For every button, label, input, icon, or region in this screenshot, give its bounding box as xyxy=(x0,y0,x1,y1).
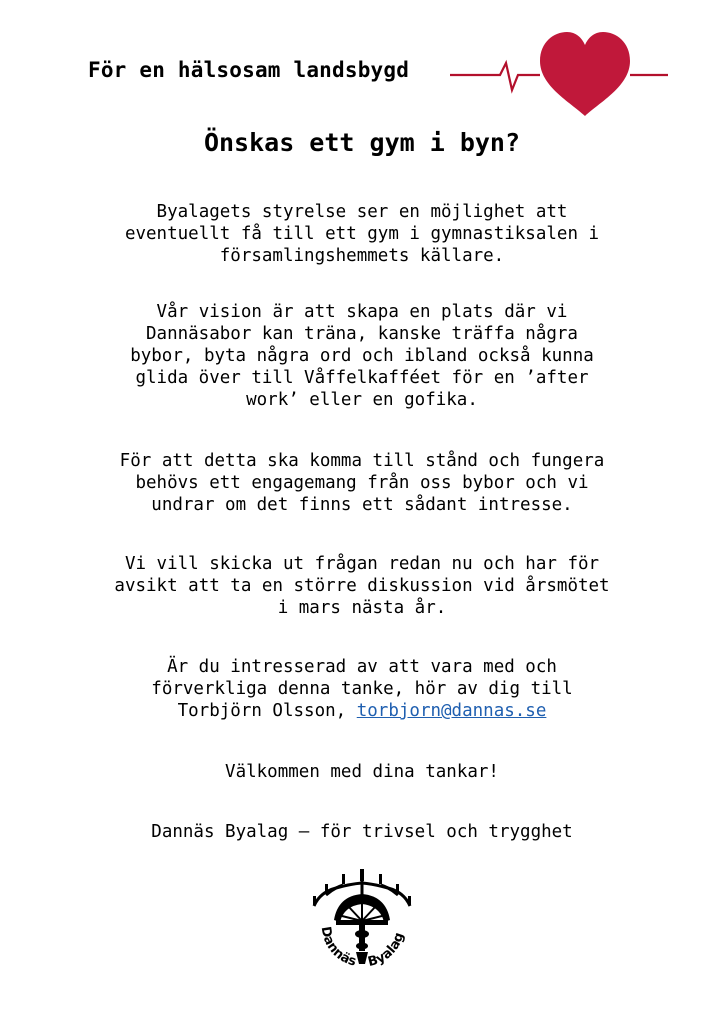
paragraph-welcome: Välkommen med dina tankar! xyxy=(225,762,499,782)
contact-text: Är du intresserad av att vara med och förverkliga denna tanke, hör av dig till Torbjörn Olsson, xyxy=(151,657,573,721)
heartbeat-line xyxy=(450,63,540,90)
heart-heartbeat-icon xyxy=(448,28,670,120)
paragraph-contact xyxy=(62,656,662,722)
svg-text:Dannäs xyxy=(318,925,358,969)
heart-shape xyxy=(540,32,630,116)
email-link[interactable]: torbjorn@dannas.se xyxy=(356,701,547,721)
chandelier-icon xyxy=(300,866,424,978)
paragraph-intro: Byalagets styrelse ser en möjlighet att eventuellt få till ett gym i gymnastiksalen i församlingshemmets källare. xyxy=(124,202,600,266)
logo-text-right: Byalag xyxy=(366,930,408,971)
header-title: För en hälsosam landsbygd xyxy=(88,58,410,82)
svg-text:Byalag xyxy=(366,931,407,970)
headline: Önskas ett gym i byn? xyxy=(203,128,521,157)
paragraph-vision: Vår vision är att skapa en plats där vi Dannäsabor kan träna, kanske träffa några bybor, byta några ord och ibland också kunna glida över till Våffelkafféet för en ’after work’ eller en gofika. xyxy=(130,302,594,410)
paragraph-question: Vi vill skicka ut frågan redan nu och har för avsikt att ta en större diskussion vid årsmötet i mars nästa år. xyxy=(114,554,610,618)
logo-text-left: Dannäs xyxy=(317,925,358,970)
chandelier-stem xyxy=(355,925,369,964)
paragraph-engagement: För att detta ska komma till stånd och fungera behövs ett engagemang från oss bybor och vi undrar om det finns ett sådant intresse. xyxy=(119,451,605,515)
paragraph-signature: Dannäs Byalag – för trivsel och trygghet xyxy=(151,822,573,842)
